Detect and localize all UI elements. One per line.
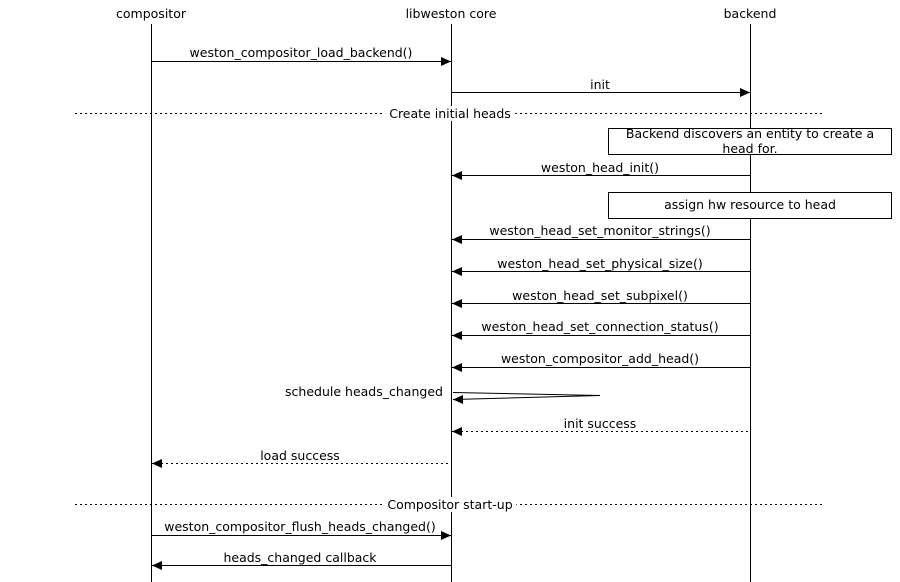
arrow-head xyxy=(452,299,462,308)
message-label-weston-head-set-physical-size: weston_head_set_physical_size() xyxy=(497,256,703,271)
message-label-weston-compositor-add-head: weston_compositor_add_head() xyxy=(500,351,700,366)
arrow-head xyxy=(452,363,462,372)
message-label-weston-compositor-flush-heads-changed: weston_compositor_flush_heads_changed() xyxy=(164,519,436,534)
arrow-head xyxy=(441,531,451,540)
message-label-weston-head-set-monitor-strings: weston_head_set_monitor_strings() xyxy=(489,223,711,238)
lifeline-label-libweston-core: libweston core xyxy=(405,6,497,21)
lifeline-label-backend: backend xyxy=(723,6,777,21)
arrow-head xyxy=(441,57,451,66)
note-backend-discovers-entity: Backend discovers an entity to create a head for. xyxy=(608,128,892,155)
arrow-head xyxy=(452,331,462,340)
divider-label-compositor-start-up: Compositor start-up xyxy=(383,497,516,512)
message-label-weston-head-set-connection-status: weston_head_set_connection_status() xyxy=(481,319,719,334)
note-assign-hw-resource: assign hw resource to head xyxy=(608,192,892,219)
arrow-head xyxy=(740,88,750,97)
lifeline-label-compositor: compositor xyxy=(116,6,186,21)
message-arrow-8 xyxy=(453,393,600,400)
divider-label-create-initial-heads: Create initial heads xyxy=(385,106,515,121)
message-label-init-success: init success xyxy=(563,416,637,431)
arrow-head xyxy=(452,267,462,276)
message-label-heads-changed-callback: heads_changed callback xyxy=(223,550,377,565)
message-label-schedule-heads-changed: schedule heads_changed xyxy=(285,384,443,399)
message-label-load-success: load success xyxy=(260,448,340,463)
arrow-head xyxy=(152,459,162,468)
arrow-head xyxy=(152,561,162,570)
message-label-weston-compositor-load-backend: weston_compositor_load_backend() xyxy=(189,45,413,60)
message-label-weston-head-set-subpixel: weston_head_set_subpixel() xyxy=(512,288,688,303)
arrow-head xyxy=(452,235,462,244)
arrow-head xyxy=(453,395,463,404)
message-label-init: init xyxy=(590,77,610,92)
message-label-weston-head-init: weston_head_init() xyxy=(540,160,660,175)
arrow-head xyxy=(452,171,462,180)
arrow-head xyxy=(452,427,462,436)
